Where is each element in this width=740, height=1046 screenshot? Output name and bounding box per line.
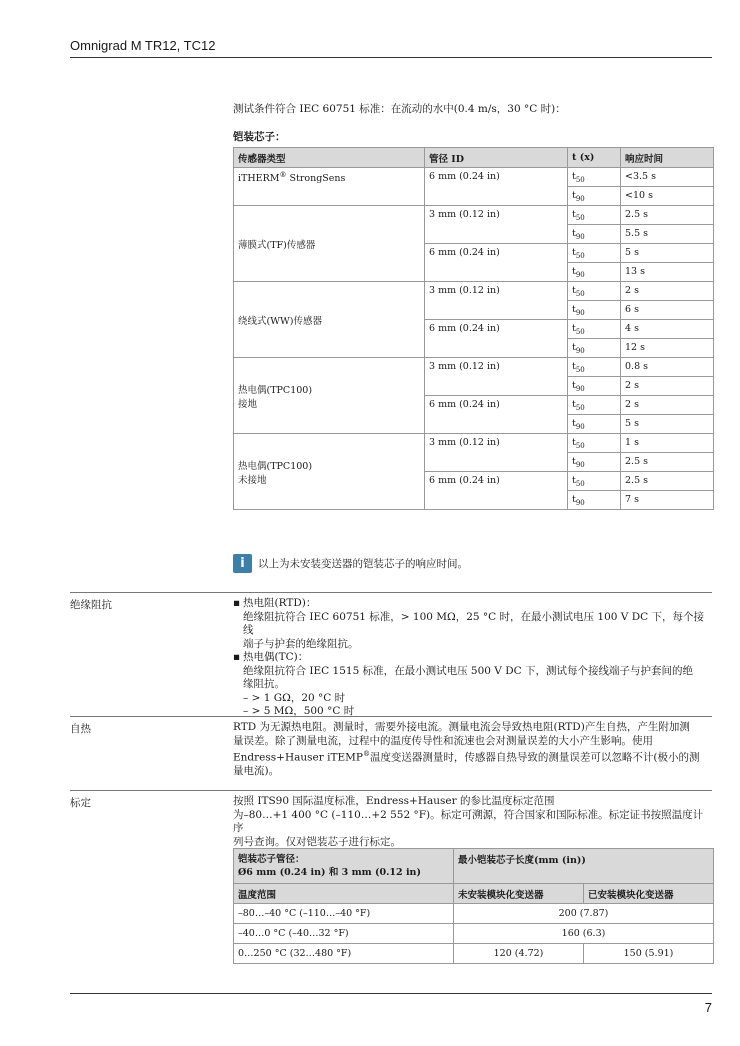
footer-divider [70, 993, 712, 994]
response-value: 5 s [621, 244, 714, 263]
info-icon: i [233, 554, 252, 573]
section-divider [70, 592, 712, 593]
response-value: 4 s [621, 320, 714, 339]
t90-label: $t_{90}$ [568, 415, 621, 434]
response-value: 2 s [621, 396, 714, 415]
bullet-icon: ▪ [233, 597, 241, 609]
t90-label: $t_{90}$ [568, 377, 621, 396]
table-row [234, 358, 714, 377]
t50-label: $t_{50}$ [568, 396, 621, 415]
col-diameter: 管径 ID [425, 148, 568, 168]
sensor-tc-grounded: 热电偶(TPC100) 接地 [234, 358, 425, 434]
diameter-cell: 3 mm (0.12 in) [425, 282, 568, 320]
col-response-time: 响应时间 [621, 148, 714, 168]
header-divider [70, 57, 712, 58]
diameter-cell: 6 mm (0.24 in) [425, 244, 568, 282]
col-min-length: 最小铠装芯子长度(mm (in)) [454, 849, 714, 884]
length-value: 150 (5.91) [584, 944, 714, 964]
col-t: t (x) [568, 148, 621, 168]
temp-range: –80…–40 °C (–110…–40 °F) [234, 904, 454, 924]
t90-label: $t_{90}$ [568, 301, 621, 320]
insulation-body [233, 597, 713, 719]
section-label-insulation: 绝缘阻抗 [70, 599, 112, 611]
tc-title: 热电偶(TC)： [243, 651, 309, 663]
t50-label: $t_{50}$ [568, 434, 621, 453]
response-value: 2.5 s [621, 453, 714, 472]
response-value: 2.5 s [621, 472, 714, 491]
col-insert-diameter: 铠装芯子管径： Ø6 mm (0.24 in) 和 3 mm (0.12 in) [234, 849, 454, 884]
table-row [234, 206, 714, 225]
temp-range: –40…0 °C (–40…32 °F) [234, 924, 454, 944]
table-row [234, 434, 714, 453]
t50-label: $t_{50}$ [568, 206, 621, 225]
t50-label: $t_{50}$ [568, 472, 621, 491]
length-value: 120 (4.72) [454, 944, 584, 964]
diameter-cell: 6 mm (0.24 in) [425, 472, 568, 510]
self-heating-body: RTD 为无源热电阻。测量时，需要外接电流。测量电流会导致热电阻(RTD)产生自热，产生附加测 量误差。除了测量电流，过程中的温度传导性和流速也会对测量误差的大小产生影响。使用 Endress+Hauser iTEMP®温度变送器测量时，传感器自热导致的测量误差可以忽略不计(极小的测 量电流)。 [233, 721, 700, 777]
table-row [234, 944, 714, 964]
response-value: 0.8 s [621, 358, 714, 377]
col-temp-range: 温度范围 [234, 884, 454, 904]
response-value: 6 s [621, 301, 714, 320]
sensor-ww: 绕线式(WW)传感器 [234, 282, 425, 358]
rtd-text: 绝缘阻抗符合 IEC 60751 标准，> 100 MΩ，25 °C 时，在最小测试电压 100 V DC 下，每个接线 端子与护套的绝缘阻抗。 [243, 610, 704, 650]
test-conditions: 测试条件符合 IEC 60751 标准：在流动的水中(0.4 m/s，30 °C 时)： [233, 103, 566, 115]
section-divider [70, 790, 712, 791]
section-label-calibration: 标定 [70, 797, 91, 809]
table-header-row [234, 148, 714, 168]
length-value: 200 (7.87) [454, 904, 714, 924]
table-subheader-row [234, 884, 714, 904]
t50-label: $t_{50}$ [568, 358, 621, 377]
response-value: 1 s [621, 434, 714, 453]
bullet-icon: ▪ [233, 651, 241, 663]
tc-value-2: – > 5 MΩ，500 °C 时 [243, 705, 355, 717]
calibration-table [233, 848, 714, 964]
t90-label: $t_{90}$ [568, 453, 621, 472]
table-row [234, 924, 714, 944]
response-value: <10 s [621, 187, 714, 206]
sensor-tf: 薄膜式(TF)传感器 [234, 206, 425, 282]
page-number: 7 [704, 1000, 712, 1015]
response-value: 5 s [621, 415, 714, 434]
length-value: 160 (6.3) [454, 924, 714, 944]
diameter-cell: 3 mm (0.12 in) [425, 206, 568, 244]
diameter-cell: 6 mm (0.24 in) [425, 396, 568, 434]
response-value: 13 s [621, 263, 714, 282]
diameter-cell: 3 mm (0.12 in) [425, 358, 568, 396]
col-without-transmitter: 未安装模块化变送器 [454, 884, 584, 904]
diameter-cell: 3 mm (0.12 in) [425, 434, 568, 472]
t50-label: $t_{50}$ [568, 320, 621, 339]
section-divider [70, 716, 712, 717]
t50-label: $t_{50}$ [568, 282, 621, 301]
rtd-title: 热电阻(RTD)： [243, 597, 317, 609]
tc-value-1: – > 1 GΩ，20 °C 时 [243, 691, 346, 704]
diameter-cell: 6 mm (0.24 in) [425, 320, 568, 358]
table-row [234, 904, 714, 924]
t90-label: $t_{90}$ [568, 187, 621, 206]
response-value: 12 s [621, 339, 714, 358]
col-with-transmitter: 已安装模块化变送器 [584, 884, 714, 904]
response-value: 5.5 s [621, 225, 714, 244]
note-text: 以上为未安装变送器的铠装芯子的响应时间。 [258, 558, 468, 570]
document-title: Omnigrad M TR12, TC12 [70, 38, 216, 53]
t90-label: $t_{90}$ [568, 225, 621, 244]
insert-heading: 铠装芯子： [233, 131, 286, 143]
temp-range: 0…250 °C (32…480 °F) [234, 944, 454, 964]
info-note [233, 554, 468, 573]
table-row [234, 282, 714, 301]
diameter-cell: 6 mm (0.24 in) [425, 168, 568, 206]
sensor-itherm: iTHERM® StrongSens [234, 168, 425, 206]
tc-text: 绝缘阻抗符合 IEC 1515 标准，在最小测试电压 500 V DC 下，测试每个接线端子与护套间的绝 缘阻抗。 [243, 664, 694, 690]
response-value: <3.5 s [621, 168, 714, 187]
t50-label: $t_{50}$ [568, 168, 621, 187]
t90-label: $t_{90}$ [568, 339, 621, 358]
response-value: 2 s [621, 282, 714, 301]
t90-label: $t_{90}$ [568, 263, 621, 282]
table-header-row [234, 849, 714, 884]
response-time-table [233, 147, 714, 510]
response-value: 2.5 s [621, 206, 714, 225]
section-label-self-heating: 自热 [70, 723, 91, 735]
response-value: 2 s [621, 377, 714, 396]
calibration-body: 按照 ITS90 国际温度标准，Endress+Hauser 的参比温度标定范围 为–80…+1 400 °C (–110…+2 552 °F)。标定可溯源，符合国家和国际标准。标定证书按照温度计序 列号查询。仅对铠装芯子进行标定。 [233, 795, 704, 848]
t90-label: $t_{90}$ [568, 491, 621, 510]
t50-label: $t_{50}$ [568, 244, 621, 263]
sensor-tc-ungrounded: 热电偶(TPC100) 未接地 [234, 434, 425, 510]
response-value: 7 s [621, 491, 714, 510]
table-row [234, 168, 714, 187]
col-sensor-type: 传感器类型 [234, 148, 425, 168]
